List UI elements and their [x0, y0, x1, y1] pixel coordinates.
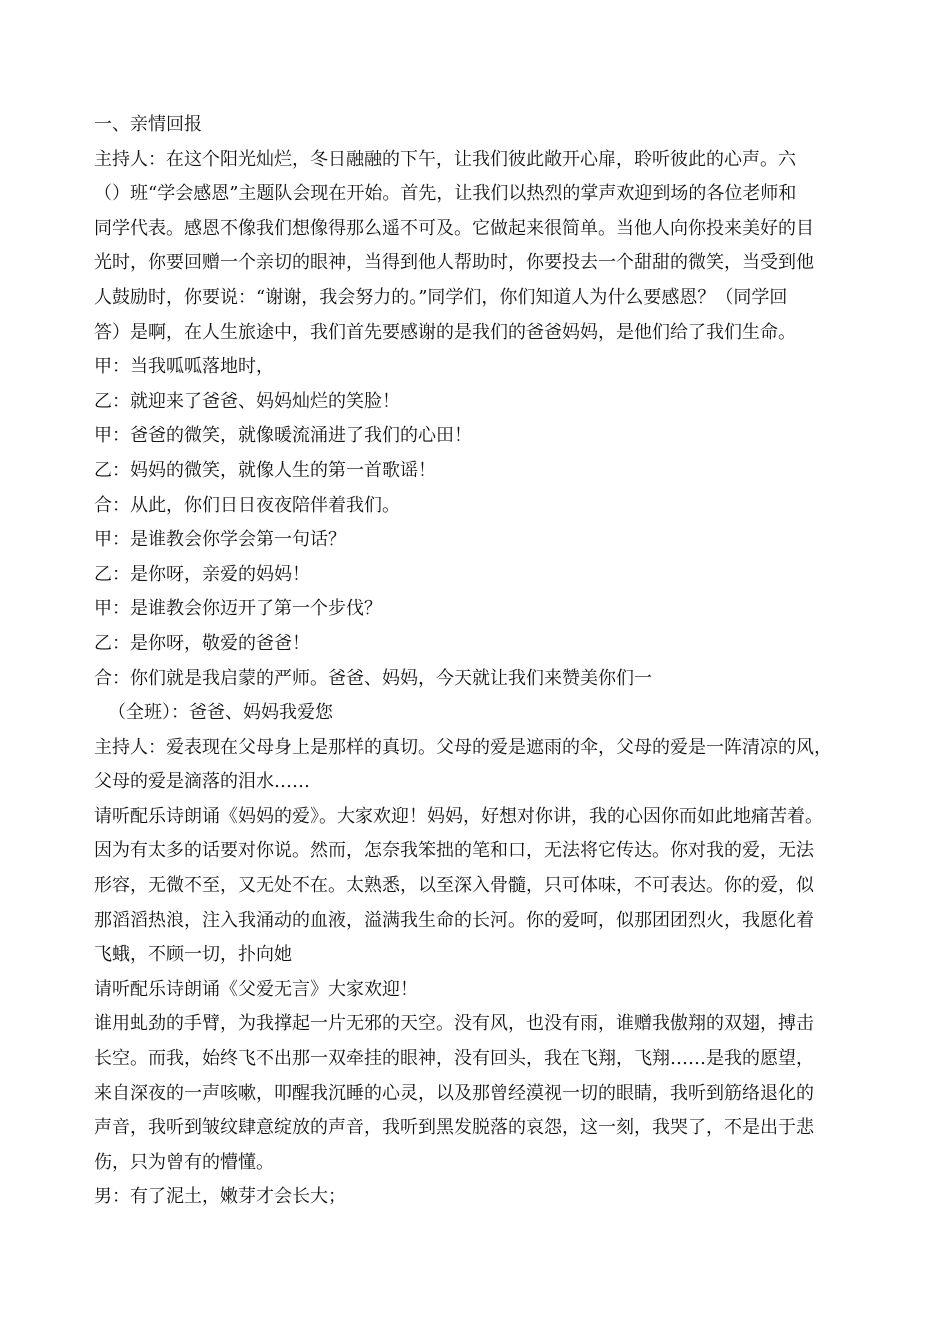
- document-body: [94, 108, 884, 1215]
- text-line: 男：有了泥土，嫩芽才会长大；: [94, 1186, 346, 1208]
- text-line: 光时，你要回赠一个亲切的眼神，当得到他人帮助时，你要投去一个甜甜的微笑，当受到他: [94, 252, 814, 274]
- text-line: 主持人：在这个阳光灿烂，冬日融融的下午，让我们彼此敞开心扉，聆听彼此的心声。六: [94, 148, 796, 170]
- text-line: 合：你们就是我启蒙的严师。爸爸、妈妈，今天就让我们来赞美你们一: [94, 667, 652, 689]
- text-line: （）班“学会感恩”主题队会现在开始。首先，让我们以热烈的掌声欢迎到场的各位老师和: [94, 183, 797, 205]
- text-line: （全班）：爸爸、妈妈我爱您: [108, 702, 333, 724]
- text-line: 答）是啊，在人生旅途中，我们首先要感谢的是我们的爸爸妈妈，是他们给了我们生命。: [94, 321, 796, 343]
- text-line: 乙：是你呀，亲爱的妈妈！: [94, 563, 310, 585]
- text-line: 主持人：爱表现在父母身上是那样的真切。父母的爱是遮雨的伞，父母的爱是一阵清凉的风，: [94, 736, 832, 758]
- text-line: 乙：妈妈的微笑，就像人生的第一首歌谣！: [94, 459, 436, 481]
- text-line: 甲：是谁教会你学会第一句话？: [94, 529, 346, 551]
- text-line: 甲：是谁教会你迈开了第一个步伐？: [94, 598, 382, 620]
- text-line: 谁用虬劲的手臂，为我撑起一片无邪的天空。没有风，也没有雨，谁赠我傲翔的双翅，搏击: [94, 1013, 814, 1035]
- text-line: 请听配乐诗朗诵《妈妈的爱》。大家欢迎！妈妈，好想对你讲，我的心因你而如此地痛苦着。: [94, 805, 823, 827]
- text-line: 甲：当我呱呱落地时，: [94, 356, 274, 378]
- text-line: 合：从此，你们日日夜夜陪伴着我们。: [94, 494, 400, 516]
- text-line: 飞蛾，不顾一切，扑向她: [94, 944, 292, 966]
- text-line: 父母的爱是滴落的泪水……: [94, 771, 310, 793]
- text-line: 声音，我听到皱纹肆意绽放的声音，我听到黑发脱落的哀怨，这一刻，我哭了，不是出于悲: [94, 1117, 814, 1139]
- text-line: 长空。而我，始终飞不出那一双牵挂的眼神，没有回头，我在飞翔，飞翔……是我的愿望，: [94, 1048, 814, 1070]
- text-line: 人鼓励时，你要说：“谢谢，我会努力的。”同学们，你们知道人为什么要感恩？（同学回: [94, 286, 788, 308]
- text-line: 那滔滔热浪，注入我涌动的血液，溢满我生命的长河。你的爱呵，似那团团烈火，我愿化着: [94, 909, 814, 931]
- text-line: 来自深夜的一声咳嗽，叩醒我沉睡的心灵，以及那曾经漠视一切的眼睛，我听到筋络退化的: [94, 1082, 814, 1104]
- text-line: 乙：就迎来了爸爸、妈妈灿烂的笑脸！: [94, 390, 400, 412]
- text-line: 乙：是你呀，敬爱的爸爸！: [94, 632, 310, 654]
- text-line: 甲：爸爸的微笑，就像暖流涌进了我们的心田！: [94, 425, 472, 447]
- text-line: 因为有太多的话要对你说。然而，怎奈我笨拙的笔和口，无法将它传达。你对我的爱，无法: [94, 840, 814, 862]
- text-line: 请听配乐诗朗诵《父爱无言》大家欢迎！: [94, 978, 418, 1000]
- text-line: 形容，无微不至，又无处不在。太熟悉，以至深入骨髓，只可体味，不可表达。你的爱，似: [94, 875, 814, 897]
- text-line: 同学代表。感恩不像我们想像得那么遥不可及。它做起来很简单。当他人向你投来美好的目: [94, 217, 814, 239]
- section-heading: 一、亲情回报: [94, 114, 202, 135]
- text-line: 伤，只为曾有的懵懂。: [94, 1151, 274, 1173]
